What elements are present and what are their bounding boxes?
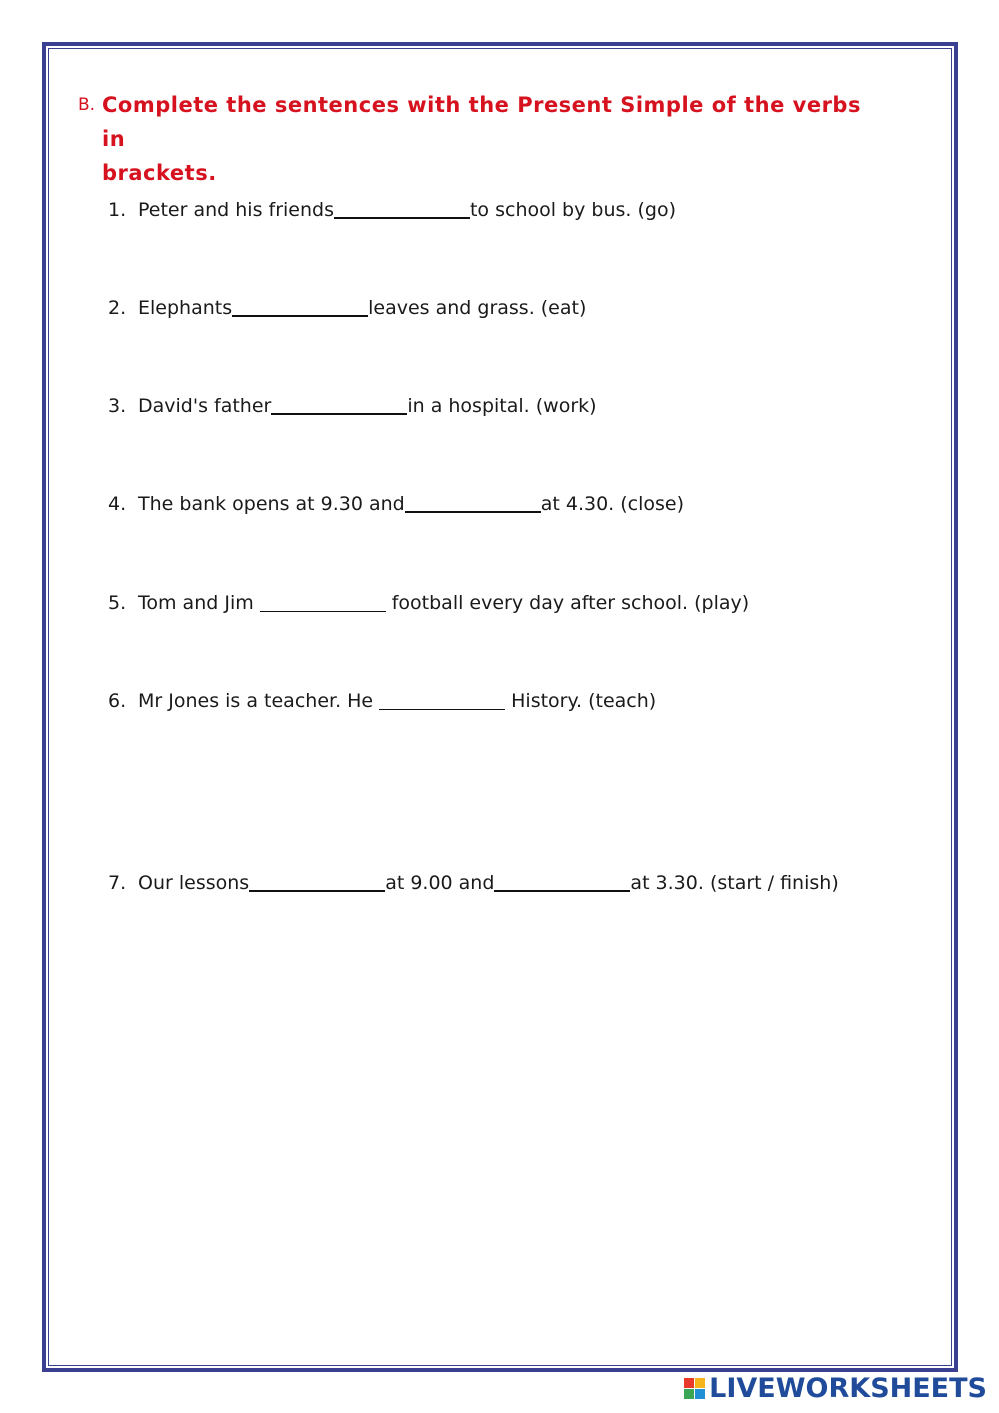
item-number: 7. [108, 872, 127, 894]
item-text-middle: at 9.00 and [385, 872, 495, 894]
item-text-after: History. (teach) [511, 690, 657, 712]
section-title [102, 88, 868, 190]
answer-blank[interactable] [271, 413, 407, 415]
item-text-before: David's father [138, 395, 272, 417]
logo-block [695, 1378, 705, 1388]
logo-block [684, 1389, 694, 1399]
item-text-before: Mr Jones is a teacher. He [138, 690, 374, 712]
exercise-item-4 [108, 492, 684, 516]
item-text-before: Our lessons [138, 872, 250, 894]
exercise-item-5 [108, 591, 749, 615]
answer-blank[interactable] [379, 709, 505, 710]
item-number: 1. [108, 199, 127, 221]
logo-blocks-icon [684, 1378, 705, 1399]
exercise-item-1 [108, 198, 676, 222]
section-title-line2: brackets. [102, 161, 217, 185]
item-text-after: at 3.30. (start / finish) [630, 872, 839, 894]
logo-block [684, 1378, 694, 1388]
item-text-after: at 4.30. (close) [540, 493, 685, 515]
item-text-before: Elephants [138, 297, 233, 319]
answer-blank[interactable] [260, 611, 386, 612]
item-number: 2. [108, 297, 127, 319]
section-title-line1: Complete the sentences with the Present Simple of the verbs in [102, 93, 861, 151]
item-number: 5. [108, 592, 127, 614]
liveworksheets-logo [684, 1371, 987, 1405]
answer-blank[interactable] [334, 217, 470, 219]
item-number: 6. [108, 690, 127, 712]
item-number: 4. [108, 493, 127, 515]
logo-block [695, 1389, 705, 1399]
logo-text: LIVEWORKSHEETS [709, 1372, 987, 1404]
item-text-after: football every day after school. (play) [391, 592, 750, 614]
section-letter: B. [78, 95, 96, 115]
item-text-after: leaves and grass. (eat) [368, 297, 587, 319]
answer-blank[interactable] [405, 511, 541, 513]
exercise-item-6 [108, 689, 656, 713]
answer-blank[interactable] [249, 890, 385, 892]
section-heading [78, 88, 868, 190]
item-text-after: to school by bus. (go) [469, 199, 676, 221]
item-number: 3. [108, 395, 127, 417]
exercise-item-3 [108, 394, 597, 418]
item-text-before: Peter and his friends [138, 199, 334, 221]
exercise-item-7 [108, 871, 839, 895]
answer-blank[interactable] [232, 315, 368, 317]
answer-blank[interactable] [494, 890, 630, 892]
item-text-after: in a hospital. (work) [407, 395, 597, 417]
item-text-before: The bank opens at 9.30 and [138, 493, 405, 515]
exercise-item-2 [108, 296, 586, 320]
item-text-before: Tom and Jim [138, 592, 254, 614]
